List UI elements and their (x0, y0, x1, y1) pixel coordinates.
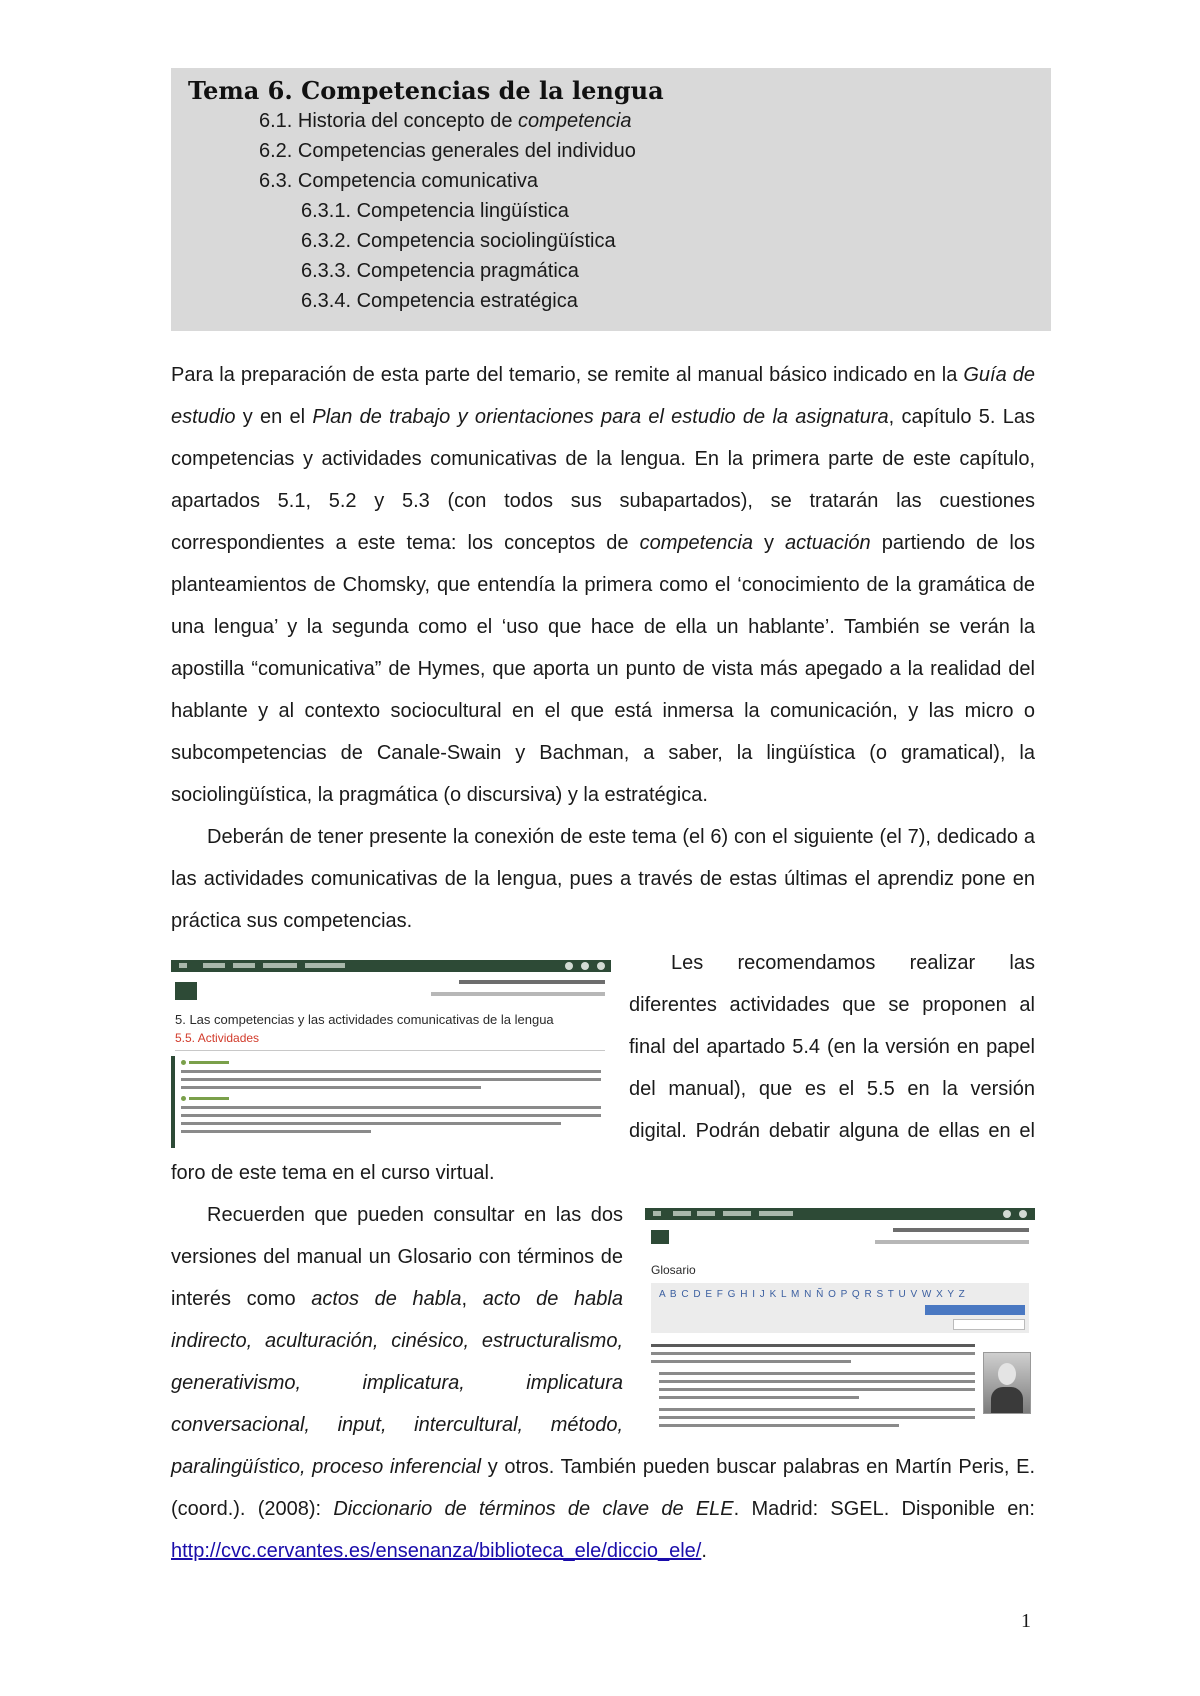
toc-item: 6.1. Historia del concepto de competencia (259, 110, 632, 132)
toc-item: 6.3.2. Competencia sociolingüística (301, 230, 616, 252)
paragraph-activities: Les recomendamos realizar las diferentes actividades que se proponen al final del apartado 5.4 (en la versión en papel del manual), que es el 5.5 en la versión digital. Podrán debatir alguna de ellas en el (629, 952, 1035, 1142)
toc-title: Tema 6. Competencias de la lengua (188, 76, 664, 105)
toc-item: 6.2. Competencias generales del individuo (259, 140, 636, 162)
toc-box (171, 68, 1051, 331)
glossary-screenshot (645, 1208, 1035, 1433)
nav-bar (645, 1208, 1035, 1220)
nav-bar (171, 960, 611, 972)
logo (651, 1230, 669, 1244)
portrait-photo (983, 1352, 1031, 1414)
alphabet-index: A B C D E F G H I J K L M N Ñ O P Q R S T U V W X Y Z (659, 1289, 966, 1300)
toc-item: 6.3.3. Competencia pragmática (301, 260, 579, 282)
manual-activities-screenshot (171, 960, 611, 1152)
logo (175, 982, 197, 1000)
paragraph-intro: Para la preparación de esta parte del temario, se remite al manual básico indicado en la Guía de estudio y en el Plan de trabajo y orientaciones para el estudio de la asignatura, capítulo 5. Las competencias y actividades comunicativas de la lengua. En la primera parte de este capítulo, apartados 5.1, 5.2 y 5.3 (con todos sus subapartados), se tratarán las cuestiones correspondientes a este tema: los conceptos de competencia y actuación partiendo de los planteamientos de Chomsky, que entendía la primera como el ‘conocimiento de la gramática de una lengua’ y la segunda como el ‘uso que hace de ella un hablante’. También se verán la apostilla “comunicativa” de Hymes, que aporta un punto de vista más apegado a la realidad del hablante y al contexto sociocultural en el que está inmersa la comunicación, y las micro o subcompetencias de Canale-Swain y Bachman, a saber, la lingüística (o gramatical), la sociolingüística, la pragmática (o discursiva) y la estratégica. (171, 364, 1035, 806)
paragraph-glossary: Recuerden que pueden consultar en las dos versiones del manual un Glosario con términos de interés como actos de habla, acto de habla indirecto, aculturación, cinésico, estructuralismo, generativismo, implicatura, implicatura conversacional, input, intercultural, método, (171, 1204, 623, 1436)
section-heading: 5. Las competencias y las actividades comunicativas de la lengua (175, 1012, 554, 1027)
toc-item: 6.3.4. Competencia estratégica (301, 290, 578, 312)
paragraph-connection: Deberán de tener presente la conexión de este tema (el 6) con el siguiente (el 7), dedicado a las actividades comunicativas de la lengua, pues a través de estas últimas el aprendiz pone en práctica sus competencias. (171, 826, 1035, 932)
dictionary-link[interactable]: http://cvc.cervantes.es/ensenanza/biblioteca_ele/diccio_ele/ (171, 1540, 702, 1562)
glossary-heading: Glosario (651, 1263, 696, 1277)
toc-item: 6.3.1. Competencia lingüística (301, 200, 569, 222)
toc-item: 6.3. Competencia comunicativa (259, 170, 539, 192)
page-number: 1 (1021, 1610, 1031, 1632)
alphabet-panel (651, 1283, 1029, 1333)
section-subheading: 5.5. Actividades (175, 1031, 260, 1045)
